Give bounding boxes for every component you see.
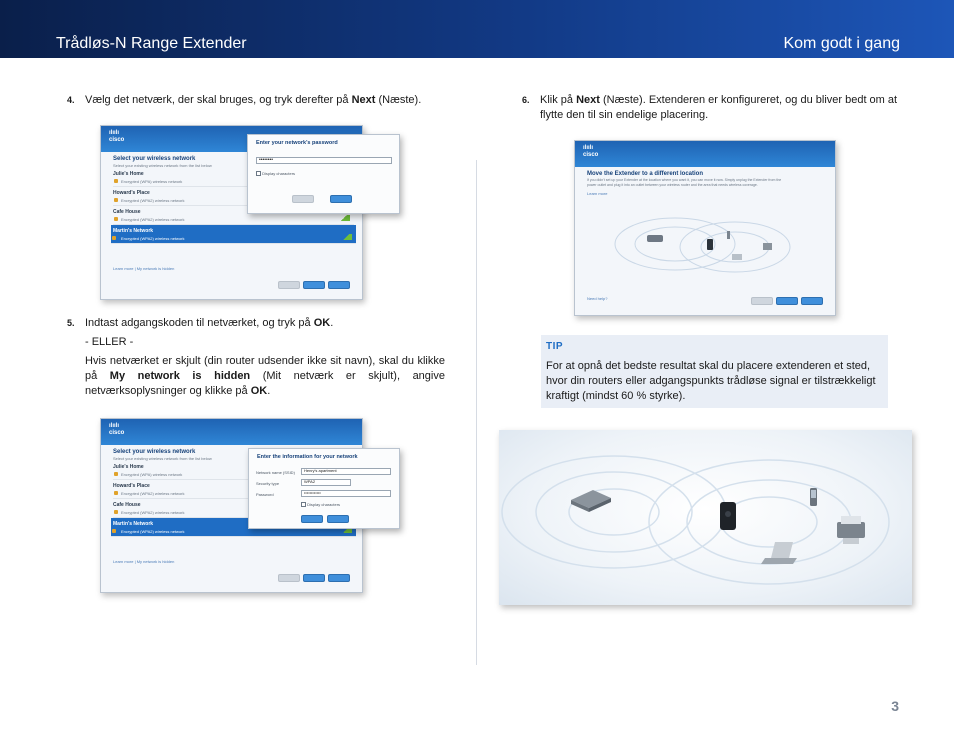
dialog-title: Enter your network's password <box>256 140 338 146</box>
router-icon <box>647 235 663 242</box>
tip-box <box>541 335 888 408</box>
column-divider <box>476 160 477 665</box>
logo-text: cisco <box>109 137 125 143</box>
cisco-logo: ılıılı cisco <box>109 130 125 143</box>
coverage-illustration <box>595 209 817 279</box>
cisco-logo: ılıılı cisco <box>583 145 599 158</box>
step-6 <box>522 93 900 123</box>
network-security: Encrypted (WPA2) wireless network <box>121 510 185 515</box>
coverage-diagram <box>499 430 912 605</box>
step-bold: OK <box>250 385 268 397</box>
phone-icon <box>810 488 817 506</box>
back-button <box>278 574 300 582</box>
page-header <box>0 0 954 58</box>
network-name: Cafe House <box>113 209 141 215</box>
screenshot-subtitle: Select your existing wireless network from the list below <box>113 456 212 461</box>
logo-text: cisco <box>109 430 125 436</box>
ok-button <box>301 515 323 523</box>
field-label: Network name (SSID) <box>256 470 295 475</box>
network-name: Cafe House <box>113 502 141 508</box>
ok-button <box>292 195 314 203</box>
field-label: Security type <box>256 481 280 486</box>
printer-icon <box>763 243 772 250</box>
password-dialog <box>247 134 400 214</box>
page-number: 3 <box>891 698 899 714</box>
extender-icon <box>720 502 736 530</box>
step-bold: Next <box>351 94 376 106</box>
lock-icon <box>114 472 118 476</box>
screenshot-footer: Learn more | My network is hidden <box>113 559 175 564</box>
step-5 <box>67 316 445 399</box>
learn-more-link: Learn more <box>587 191 608 196</box>
section-title: Kom godt i gang <box>783 35 900 52</box>
network-security: Encrypted (WPA2) wireless network <box>121 529 185 534</box>
or-text: - ELLER - <box>85 336 134 348</box>
cisco-logo: ılıılı cisco <box>109 423 125 436</box>
screenshot-move-extender <box>574 140 836 316</box>
step-4 <box>67 93 455 108</box>
display-characters-checkbox <box>256 171 295 176</box>
network-security: Encrypted (WPA2) wireless network <box>121 217 185 222</box>
signal-icon <box>340 234 352 240</box>
laptop-icon <box>732 254 742 260</box>
step-text: . <box>330 317 334 329</box>
step-text: (Mit netværk er skjult), angive netværksoplysninger og klikke på <box>85 370 445 397</box>
checkbox-label: Display characters <box>307 502 341 507</box>
tip-label: TIP <box>546 341 564 352</box>
network-security: Encrypted (WPA2) wireless network <box>121 236 185 241</box>
step-bold: OK <box>313 317 331 329</box>
screenshot-title: Move the Extender to a different location <box>587 171 704 177</box>
checkbox-icon <box>301 502 306 507</box>
dialog-title: Enter the information for your network <box>257 454 358 460</box>
lock-icon <box>112 236 116 240</box>
security-select: WPA2 <box>301 479 351 486</box>
step-number: 5. <box>67 318 75 328</box>
step-alt-text <box>85 354 445 399</box>
network-name: Martin's Network <box>113 521 154 527</box>
step-number: 6. <box>522 95 530 105</box>
screenshot-title: Select your wireless network <box>113 156 196 162</box>
network-name: Howard's Place <box>113 190 150 196</box>
signal-icon <box>338 215 350 221</box>
step-number: 4. <box>67 95 75 105</box>
screenshot-subtitle: Select your existing wireless network from the list below <box>113 163 212 168</box>
lock-icon <box>112 529 116 533</box>
display-characters-checkbox <box>301 502 340 507</box>
screenshot-footer: Learn more | My network is hidden <box>113 266 175 271</box>
router-icon <box>571 490 611 512</box>
lock-icon <box>114 510 118 514</box>
network-security: Encrypted (WPA2) wireless network <box>121 491 185 496</box>
lock-icon <box>114 217 118 221</box>
step-text: (Næste). <box>375 94 422 106</box>
ssid-field: Henry's apartment <box>301 468 391 475</box>
screenshot-body: If you didn't set up your Extender at the location where you want it, you can move it now. Simply unplug the Extender from the power outlet and plug it into an outlet between your wireless router and the area that needs wireless coverage. <box>587 178 782 187</box>
cancel-button <box>328 281 350 289</box>
cancel-button <box>330 195 352 203</box>
printer-icon <box>837 516 865 544</box>
screenshot-buttons <box>751 297 823 305</box>
screenshot-buttons <box>278 574 350 582</box>
password-field: •••••••• <box>256 157 392 164</box>
network-name: Martin's Network <box>113 228 154 234</box>
cancel-button <box>328 574 350 582</box>
lock-icon <box>114 179 118 183</box>
lock-icon <box>114 491 118 495</box>
network-row-selected <box>111 225 356 244</box>
network-name: Julie's Home <box>113 464 144 470</box>
cancel-button <box>327 515 349 523</box>
logo-text: cisco <box>583 152 599 158</box>
step-text: Klik på <box>540 94 577 106</box>
next-button <box>303 281 325 289</box>
next-button <box>303 574 325 582</box>
step-text: . <box>267 385 271 397</box>
network-security: Encrypted (WPA2) wireless network <box>121 198 185 203</box>
phone-icon <box>727 231 730 239</box>
back-button <box>751 297 773 305</box>
password-field: •••••••••••• <box>301 490 391 497</box>
step-bold: My network is hidden <box>109 370 251 382</box>
lock-icon <box>114 198 118 202</box>
network-security: Encrypted (WPA) wireless network <box>121 472 183 477</box>
back-button <box>278 281 300 289</box>
screenshot-topbar <box>101 419 362 445</box>
screenshot-title: Select your wireless network <box>113 449 196 455</box>
placement-illustration <box>499 430 912 605</box>
network-name: Julie's Home <box>113 171 144 177</box>
step-text: Hvis netværket er skjult (din router udsender ikke sit navn), skal du klikke på <box>85 355 445 382</box>
step-bold: Next <box>576 94 600 106</box>
network-name: Howard's Place <box>113 483 150 489</box>
network-info-dialog <box>248 448 400 529</box>
laptop-icon <box>761 542 797 564</box>
help-link: Need help? <box>587 296 608 301</box>
done-button <box>801 297 823 305</box>
checkbox-icon <box>256 171 261 176</box>
screenshot-topbar <box>575 141 835 167</box>
tip-text: For at opnå det bedste resultat skal du placere extenderen et sted, hvor din routers eller adgangspunkts trådløse signal er tilstrækkeligt kraftigt (mindst 60 % styrke). <box>546 360 876 402</box>
network-security: Encrypted (WPA) wireless network <box>121 179 183 184</box>
step-text: Vælg det netværk, der skal bruges, og tryk derefter på <box>85 94 352 106</box>
next-button <box>776 297 798 305</box>
document-title: Trådløs-N Range Extender <box>56 35 247 52</box>
step-text: Indtast adgangskoden til netværket, og tryk på <box>85 317 314 329</box>
checkbox-label: Display characters <box>262 171 296 176</box>
step-text: (Næste). Extenderen er konfigureret, og du bliver bedt om at flytte den til sin endelige placering. <box>540 94 898 121</box>
screenshot-buttons <box>278 281 350 289</box>
extender-icon <box>707 239 713 250</box>
field-label: Password <box>256 492 274 497</box>
